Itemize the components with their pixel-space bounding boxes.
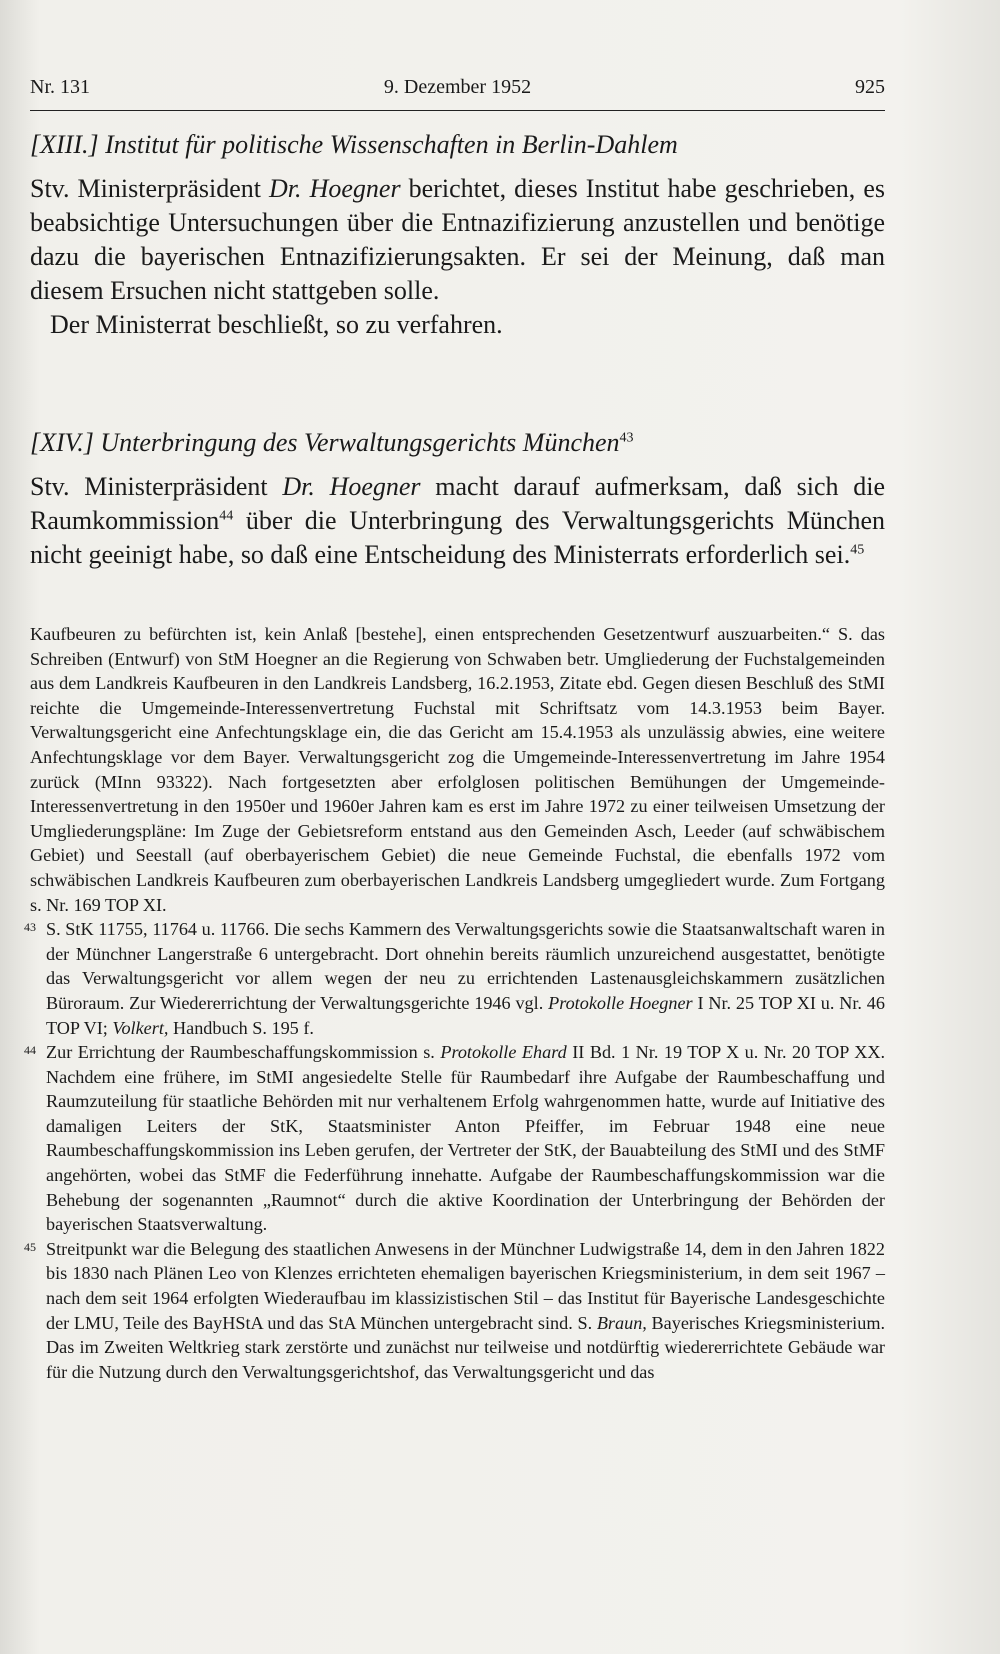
document-number: Nr. 131 — [30, 76, 90, 98]
footnote-continuation: Kaufbeuren zu befürchten ist, kein Anlaß [bestehe], einen entsprechenden Gesetzentwurf auszuarbeiten.“ S. das Schreiben (Entwurf) von StM Hoegner an die Regierung von Schwaben betr. Umgliederung der Fuchstalgemeinden aus dem Landkreis Kaufbeuren in den Landkreis Landsberg, 16.2.1953, Zitate ebd. Gegen diesen Beschluß des StMI reichte die Umgemeinde-Interessenvertretung Fuchstal mit Schriftsatz vom 14.3.1953 beim Bayer. Verwaltungsgericht eine Anfechtungsklage ein, die das Gericht am 15.4.1953 als unzulässig abwies, eine weitere Anfechtungsklage vor dem Bayer. Verwaltungsgericht zog die Umgemeinde-Interessenvertretung im Jahre 1954 zurück (MInn 93322). Nach fortgesetzten aber erfolglosen politischen Bemühungen der Umgemeinde-Interessenvertretung in den 1950er und 1960er Jahren kam es erst im Jahre 1972 zu einer teilweisen Umsetzung der Umgliederungspläne: Im Zuge der Gebietsreform entstand aus den Gemeinden Asch, Leeder (auf schwäbischem Gebiet) und Seestall (auf oberbayerischem Gebiet) die neue Gemeinde Fuchstal, die ebenfalls 1972 vom schwäbischen Landkreis Kaufbeuren zum oberbayerischen Landkreis Landsberg umgegliedert wurde. Zum Fortgang s. Nr. 169 TOP XI. — [30, 624, 885, 915]
section-xiv — [30, 426, 885, 572]
footnote-ref[interactable]: 44 — [219, 508, 234, 524]
footnote-ref[interactable]: 43 — [619, 430, 634, 446]
running-header — [30, 76, 885, 106]
footnote-ref[interactable]: 45 — [850, 542, 865, 558]
section-paragraph: Stv. Ministerpräsident Dr. Hoegner berichtet, dieses Institut habe geschrieben, es beabsichtige Untersuchungen über die Entnazifizierung anzustellen und benötige dazu die bayerischen Entnazifizierungsakten. Er sei der Meinung, daß man diesem Ersuchen nicht stattgeben solle. — [30, 174, 885, 305]
footnote-number: 44 — [24, 1043, 36, 1058]
footnote-43: 43 S. StK 11755, 11764 u. 11766. Die sechs Kammern des Verwaltungsgerichts sowie die Staatsanwaltschaft waren in der Münchner Langerstraße 6 untergebracht. Dort ohnehin bereits räumlich unzureichend ausgestattet, benötigte das Verwaltungsgericht vor allem wegen der neu zu errichtenden Lastenausgleichskammern zusätzlichen Büroraum. Zur Wiedererrichtung der Verwaltungsgerichte 1946 vgl. Protokolle Hoegner I Nr. 25 TOP XI u. Nr. 46 TOP VI; Volkert, Handbuch S. 195 f. — [30, 917, 885, 1040]
section-paragraph: Stv. Ministerpräsident Dr. Hoegner macht darauf aufmerksam, daß sich die Raumkommission$^{44}$ über die Unterbringung des Verwaltungsgerichts München nicht geeinigt habe, so daß eine Entscheidung des Ministerrats erforderlich sei.$^{45}$ — [30, 472, 885, 569]
section-xiii — [30, 128, 885, 342]
page-number: 925 — [855, 76, 885, 98]
section-heading: [XIV.] Unterbringung des Verwaltungsgerichts München$^{43}$ — [30, 428, 634, 457]
section-heading: [XIII.] Institut für politische Wissenschaften in Berlin-Dahlem — [30, 130, 678, 159]
footnote-44: 44 Zur Errichtung der Raumbeschaffungskommission s. Protokolle Ehard II Bd. 1 Nr. 19 TOP X u. Nr. 20 TOP XX. Nachdem eine frühere, im StMI angesiedelte Stelle für Raumbedarf ihre Aufgabe der Raumbeschaffung und Raumzuteilung für staatliche Behörden mit nur verhaltenem Erfolg wahrgenommen hatte, wurde auf Initiative des damaligen Leiters der StK, Staatsminister Anton Pfeiffer, im Februar 1948 eine neue Raumbeschaffungskommission ins Leben gerufen, der Vertreter der StK, der Bauabteilung des StMI und des StMF angehörten, wobei das StMF die Federführung innehatte. Aufgabe der Raumbeschaffungskommission war die Behebung der sogenannten „Raumnot“ durch die aktive Koordination der Unterbringung der Behörden der bayerischen Staatsverwaltung. — [30, 1040, 885, 1237]
footnote-45: 45 Streitpunkt war die Belegung des staatlichen Anwesens in der Münchner Ludwigstraße 14, dem in den Jahren 1822 bis 1830 nach Plänen Leo von Klenzes errichteten ehemaligen bayerischen Kriegsministerium, in dem seit 1967 – nach dem seit 1964 erfolgten Wiederaufbau im klassizistischen Stil – das Institut für Bayerische Landesgeschichte der LMU, Teile des BayHStA und das StA München untergebracht sind. S. Braun, Bayerisches Kriegsministerium. Das im Zweiten Weltkrieg stark zerstörte und zunächst nur teilweise und notdürftig wiedererrichtete Gebäude war für die Nutzung durch den Verwaltungsgerichtshof, das Verwaltungsgericht und das — [30, 1237, 885, 1385]
footnotes — [24, 622, 886, 1384]
footnote-number: 45 — [24, 1239, 36, 1254]
resolution-paragraph: Der Ministerrat beschließt, so zu verfahren. — [50, 310, 503, 339]
header-rule — [30, 110, 885, 111]
document-date: 9. Dezember 1952 — [383, 76, 532, 98]
footnote-number: 43 — [24, 920, 36, 935]
